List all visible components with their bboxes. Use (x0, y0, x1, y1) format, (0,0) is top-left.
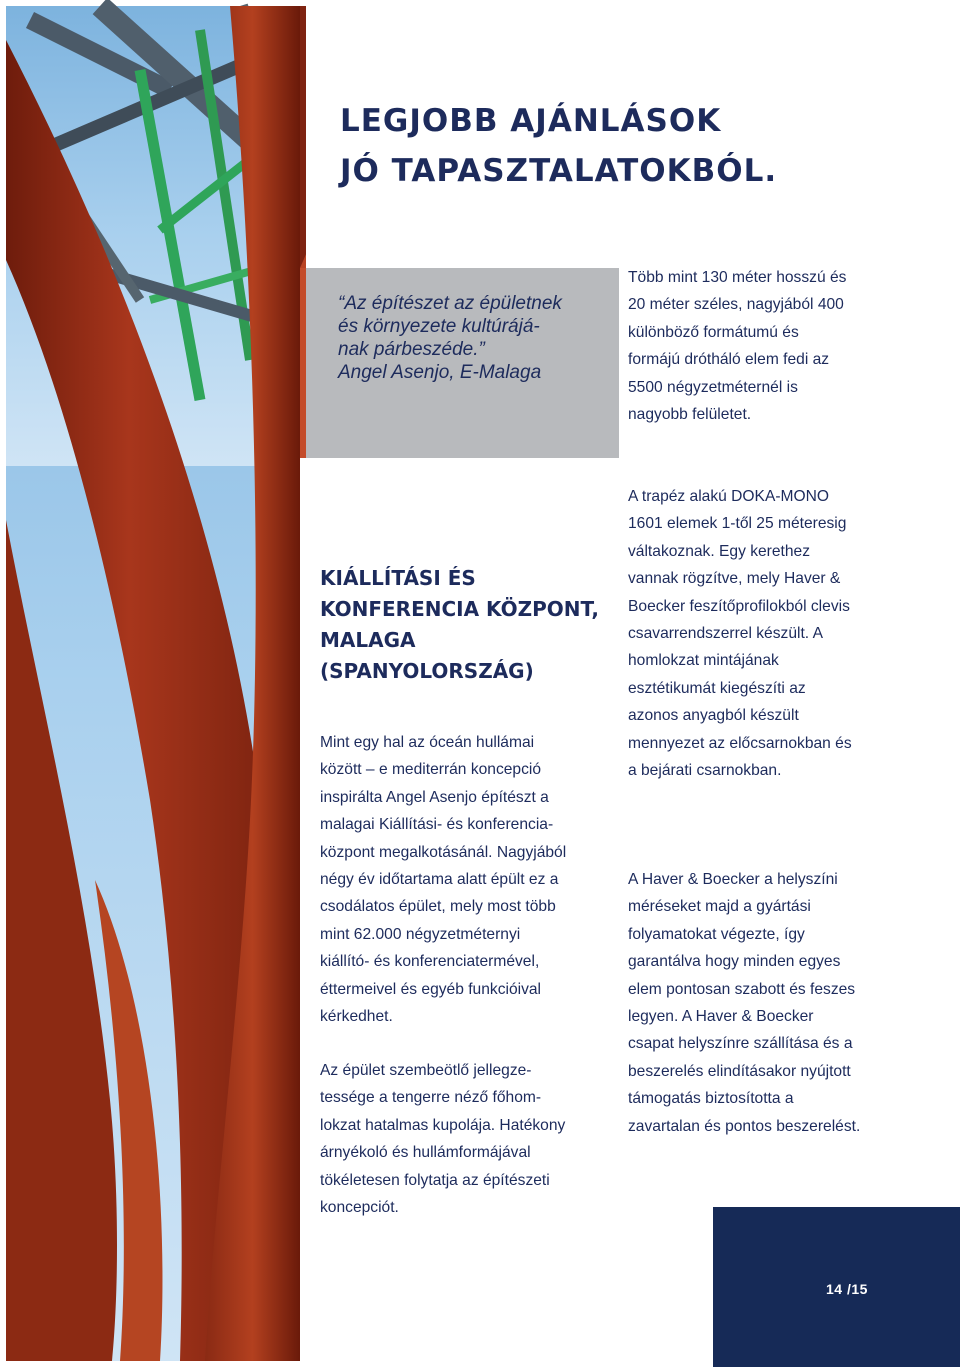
left-paragraph-1 (320, 729, 610, 1030)
text-line: folyamatokat végezte, így (628, 925, 805, 943)
text-line: mint 62.000 négyzetméternyi (320, 925, 521, 943)
quote-line-1: “Az építészet az épületnek (338, 293, 562, 314)
text-line: csodálatos épület, mely most több (320, 898, 556, 916)
intro-text (628, 264, 886, 428)
text-line: garantálva hogy minden egyes (628, 953, 841, 971)
section-title-line-3: MALAGA (320, 628, 416, 652)
text-line: tessége a tengerre néző főhom- (320, 1089, 542, 1107)
page-heading (340, 96, 777, 196)
intro-line: nagyobb felületet. (628, 406, 752, 424)
text-line: Az épület szembeötlő jellegze- (320, 1062, 532, 1079)
text-line: lokzat hatalmas kupolája. Hatékony (320, 1116, 566, 1134)
text-line: kérkedhet. (320, 1008, 393, 1026)
text-line: esztétikumát kiegészíti az (628, 679, 806, 697)
text-line: legyen. A Haver & Boecker (628, 1008, 814, 1026)
text-line: kiállító- és konferenciatermével, (320, 953, 540, 971)
text-line: éttermeivel és egyéb funkcióival (320, 980, 542, 998)
intro-line: 20 méter széles, nagyjából 400 (628, 296, 844, 314)
text-line: négy év időtartama alatt épült ez a (320, 871, 559, 889)
text-line: Boecker feszítőprofilokból clevis (628, 597, 850, 615)
text-line: mennyezet az előcsarnokban és (628, 734, 852, 752)
text-line: azonos anyagból készült (628, 707, 799, 725)
text-line: között – e mediterrán koncepció (320, 761, 542, 779)
text-line: homlokzat mintájának (628, 652, 779, 670)
text-line: A Haver & Boecker a helyszíni (628, 871, 838, 888)
heading-line-1: LEGJOBB AJÁNLÁSOK (340, 103, 722, 139)
text-line: zavartalan és pontos beszerelést. (628, 1117, 861, 1135)
text-line: 1601 elemek 1-től 25 méteresig (628, 515, 847, 533)
intro-line: 5500 négyzetméternél is (628, 378, 798, 396)
text-line: csapat helyszínre szállítása és a (628, 1035, 853, 1053)
intro-line: különböző formátumú és (628, 323, 799, 341)
text-line: központ megalkotásánál. Nagyjából (320, 843, 567, 861)
text-line: árnyékoló és hullámformájával (320, 1144, 531, 1162)
intro-line: formájú drótháló elem fedi az (628, 351, 830, 369)
text-line: váltakoznak. Egy kerethez (628, 542, 811, 560)
text-line: inspirálta Angel Asenjo építészt a (320, 788, 549, 806)
text-line: beszerelés elindításakor nyújtott (628, 1062, 851, 1080)
page-number: 14 /15 (826, 1281, 868, 1297)
text-line: Mint egy hal az óceán hullámai (320, 734, 535, 751)
text-line: elem pontosan szabott és feszes (628, 980, 856, 998)
heading-line-2: JÓ TAPASZTALATOKBÓL. (340, 153, 778, 189)
section-title-line-1: KIÁLLÍTÁSI ÉS (320, 566, 476, 590)
section-title-line-4: (SPANYOLORSZÁG) (320, 659, 534, 683)
left-paragraph-2 (320, 1057, 610, 1221)
quote-attribution: Angel Asenjo, E-Malaga (338, 362, 542, 383)
right-paragraph-1 (628, 483, 886, 784)
text-line: csavarrendszerrel készült. A (628, 625, 823, 643)
intro-line: Több mint 130 méter hosszú és (628, 269, 847, 286)
text-line: méréseket majd a gyártási (628, 898, 811, 916)
section-title (320, 563, 599, 687)
text-line: A trapéz alakú DOKA-MONO (628, 488, 830, 505)
text-line: koncepciót. (320, 1199, 399, 1217)
text-line: a bejárati csarnokban. (628, 762, 782, 780)
quote-line-3: nak párbeszéde.” (338, 339, 485, 360)
text-line: tökéletesen folytatja az építészeti (320, 1171, 550, 1189)
section-title-line-2: KONFERENCIA KÖZPONT, (320, 597, 599, 621)
text-line: vannak rögzítve, mely Haver & (628, 570, 841, 588)
text-line: támogatás biztosította a (628, 1090, 794, 1108)
text-line: malagai Kiállítási- és konferencia- (320, 816, 554, 834)
quote-line-2: és környezete kultúrájá- (338, 316, 540, 337)
right-paragraph-2 (628, 866, 886, 1140)
quote-box (306, 268, 619, 458)
